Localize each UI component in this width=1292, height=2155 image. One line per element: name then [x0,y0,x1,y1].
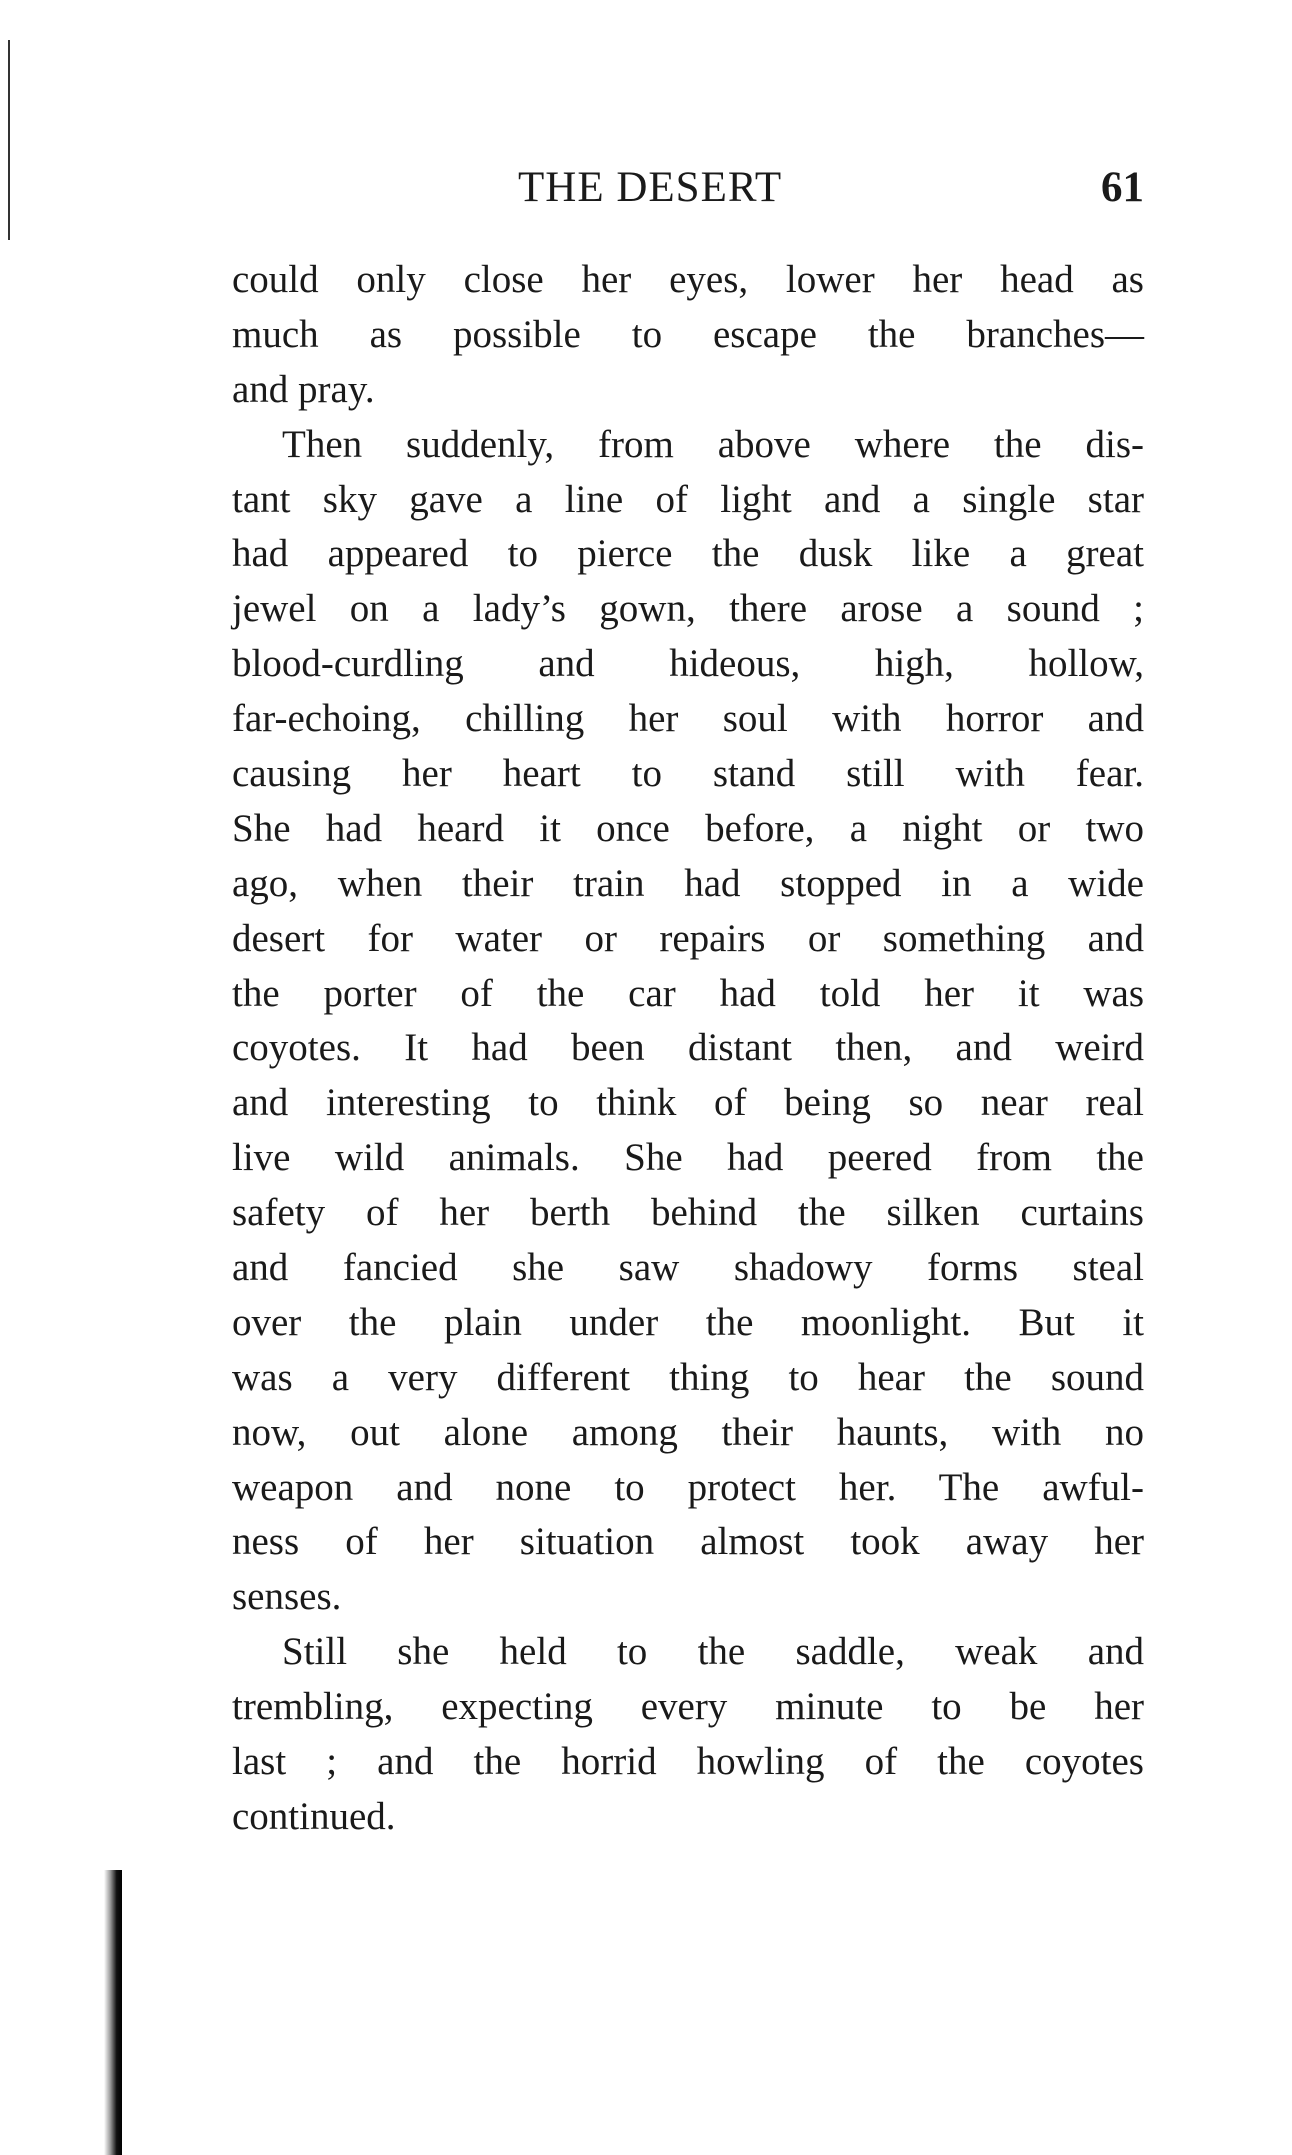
text-line: jewel on a lady’s gown, there arose a sound ; [232,587,1144,631]
binding-shadow [104,1870,122,2155]
text-line: and fancied she saw shadowy forms steal [232,1246,1144,1290]
text-line: had appeared to pierce the dusk like a great [232,532,1144,576]
text-line: trembling, expecting every minute to be her [232,1685,1144,1729]
page-header [232,162,1144,214]
text-line: Then suddenly, from above where the dis- [282,422,1144,466]
text-line: was a very different thing to hear the sound [232,1355,1144,1399]
text-line: over the plain under the moonlight. But it [232,1300,1144,1344]
text-line: causing her heart to stand still with fear. [232,752,1144,796]
text-line: desert for water or repairs or something and [232,916,1144,960]
text-line: safety of her berth behind the silken curtains [232,1191,1144,1235]
running-title: THE DESERT [518,164,783,211]
text-line: tant sky gave a line of light and a single star [232,477,1144,521]
body-text [232,253,1144,1845]
text-line: coyotes. It had been distant then, and weird [232,1026,1144,1070]
page-number: 61 [1101,164,1144,211]
text-line: and interesting to think of being so near real [232,1081,1144,1125]
text-line: weapon and none to protect her. The awful- [232,1465,1144,1509]
text-line: much as possible to escape the branches— [232,312,1144,356]
text-line: blood-curdling and hideous, high, hollow, [232,642,1144,686]
text-line: live wild animals. She had peered from the [232,1136,1144,1180]
text-line: senses. [232,1575,342,1619]
text-line: Still she held to the saddle, weak and [282,1630,1144,1674]
text-line: ness of her situation almost took away her [232,1520,1144,1564]
text-line: She had heard it once before, a night or two [232,806,1144,850]
text-line: could only close her eyes, lower her head as [232,258,1144,301]
text-line: and pray. [232,367,375,411]
text-line: the porter of the car had told her it was [232,971,1144,1015]
text-line: last ; and the horrid howling of the coyotes [232,1740,1144,1784]
scan-edge-line [8,40,10,240]
text-line: continued. [232,1794,396,1838]
text-line: now, out alone among their haunts, with no [232,1410,1144,1454]
text-line: far-echoing, chilling her soul with horror and [232,697,1144,741]
text-line: ago, when their train had stopped in a wide [232,861,1144,905]
